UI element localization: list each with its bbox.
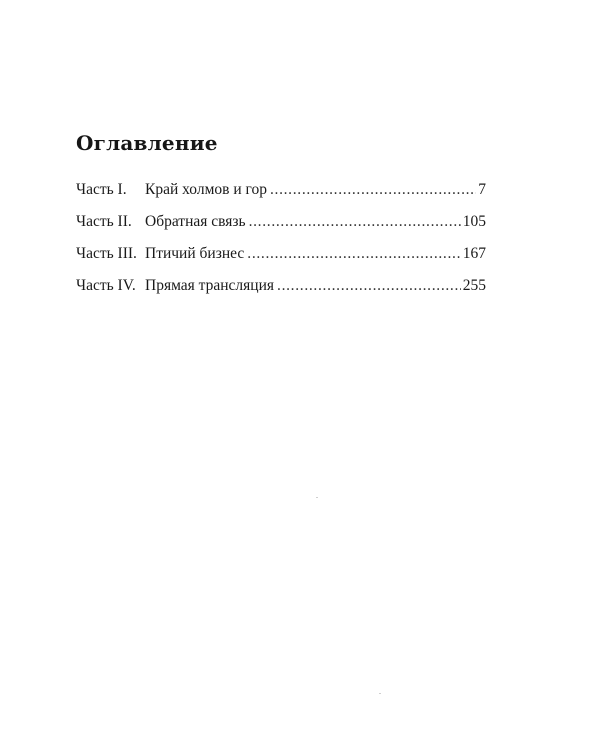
toc-leader-dots xyxy=(277,276,461,296)
toc-leader-dots xyxy=(270,180,476,200)
page-speck xyxy=(316,497,318,498)
toc-entry-1[interactable] xyxy=(76,180,486,212)
toc-entry-4[interactable] xyxy=(76,276,486,308)
toc-part-title: Птичий бизнес xyxy=(145,245,245,262)
toc-leader-dots xyxy=(247,244,460,264)
toc-part-label: Часть I. xyxy=(76,181,127,198)
toc-part-label: Часть II. xyxy=(76,213,132,230)
toc-leader-dots xyxy=(249,212,461,232)
toc-page-number: 105 xyxy=(462,213,486,230)
toc-page-number: 167 xyxy=(462,245,486,262)
toc-title: Оглавление xyxy=(76,131,218,155)
toc-entry-3[interactable] xyxy=(76,244,486,276)
toc-part-title: Край холмов и гор xyxy=(145,181,267,198)
toc-part-title: Обратная связь xyxy=(145,213,246,230)
toc-entry-2[interactable] xyxy=(76,212,486,244)
toc-part-label: Часть III. xyxy=(76,245,137,262)
toc-list xyxy=(76,180,486,308)
toc-page-number: 7 xyxy=(478,181,486,198)
toc-page-number: 255 xyxy=(462,277,486,294)
page-speck xyxy=(379,693,381,694)
toc-part-title: Прямая трансляция xyxy=(145,277,275,294)
toc-part-label: Часть IV. xyxy=(76,277,136,294)
